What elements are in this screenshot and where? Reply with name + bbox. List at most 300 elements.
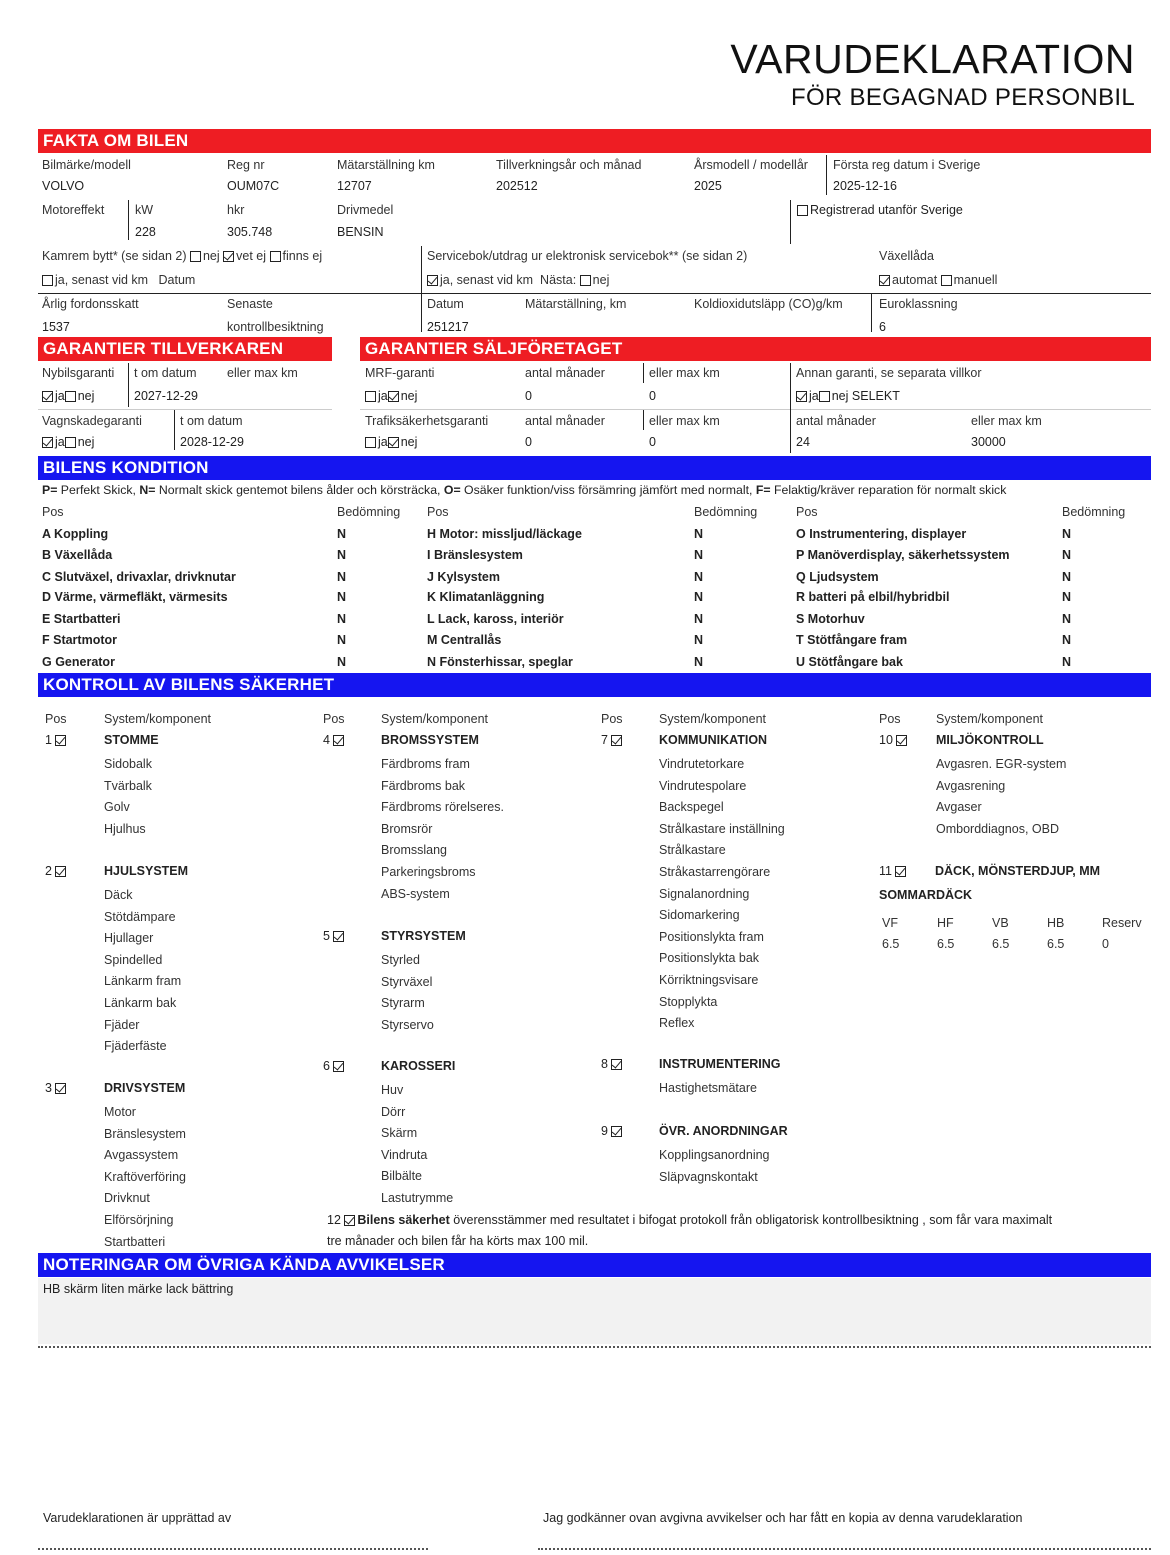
traffic-km: 0 [649,435,656,449]
fuel-value: BENSIN [337,225,384,239]
timing-belt-label: Kamrem bytt* (se sidan 2) [42,249,187,263]
checkbox-9[interactable] [611,1126,622,1137]
condition-item: L Lack, kaross, interiör [427,612,564,626]
no-label: nej [831,389,849,403]
gear-row [879,273,997,288]
checkbox-belt-none[interactable] [270,251,281,262]
safety-item: ABS-system [381,887,450,901]
safety-item: Bränslesystem [104,1127,186,1141]
legend-text: Osäker funktion/viss försämring jämfört med normalt, [460,483,756,497]
reg-abroad-option[interactable] [797,203,963,218]
condition-item: E Startbatteri [42,612,121,626]
safety-group-title: KOMMUNIKATION [659,733,768,747]
service-next-label: Nästa: [540,273,577,287]
signature-line-left[interactable] [38,1548,428,1550]
safety-group-number [879,733,909,748]
safety-item: Elförsörjning [104,1213,174,1227]
tyre-depth-value: 6.5 [992,937,1010,951]
safety-item: Avgassystem [104,1148,179,1162]
new-date-label: t om datum [134,366,197,380]
safety-item: Strålkastare inställning [659,822,785,836]
checkbox-belt-no[interactable] [190,251,201,262]
grade-label: Bedömning [337,505,401,519]
checkbox-service-yes[interactable] [427,275,438,286]
date-label: Datum [427,297,464,311]
condition-item: I Bränslesystem [427,548,523,562]
item-number: 6 [323,1059,330,1073]
safety-item: Släpvagnskontakt [659,1170,758,1184]
gear-label: Växellåda [879,249,934,263]
safety-item: Omborddiagnos, OBD [936,822,1059,836]
condition-grade: N [337,590,347,604]
service-label: Servicebok/utdrag ur elektronisk servicebok** (se sidan 2) [427,249,748,263]
traffic-months-label: antal månader [525,414,605,428]
condition-legend [42,483,1006,498]
safety-statement-bold: Bilens säkerhet [357,1213,450,1227]
safety-group-number [45,1081,68,1096]
condition-item: M Centrallås [427,633,502,647]
other-maxkm-label: eller max km [971,414,1042,428]
divider [643,410,644,430]
legend-text: Perfekt Skick, [57,483,140,497]
other-warranty-options [796,389,900,404]
item-number: 10 [879,733,893,747]
inspection-label-2: kontrollbesiktning [227,320,324,334]
body-warranty-options [42,435,94,450]
belt-date-label: Datum [158,273,196,287]
safety-group-number [323,1059,346,1074]
condition-grade: N [694,590,704,604]
divider [790,363,791,453]
safety-group-number [879,864,908,879]
tax-label: Årlig fordonsskatt [42,297,139,311]
checkbox-11[interactable] [895,866,906,877]
reg-abroad-label: Registrerad utanför Sverige [810,203,963,217]
divider [871,294,872,332]
euro-label: Euroklassning [879,297,958,311]
safety-item: Motor [104,1105,136,1119]
condition-item: P Manöverdisplay, säkerhetssystem [796,548,1010,562]
divider [128,363,129,407]
model-value: 2025 [694,179,722,193]
no-label: nej [77,435,95,449]
condition-item: C Slutväxel, drivaxlar, drivknutar [42,570,236,584]
condition-grade: N [337,612,347,626]
legend-key: N= [139,483,156,497]
condition-grade: N [694,655,704,669]
divider [421,246,422,332]
safety-group-title: STYRSYSTEM [381,929,466,943]
pos-label: Pos [427,505,449,519]
safety-item: Dörr [381,1105,406,1119]
checkbox-10[interactable] [896,735,907,746]
tyre-title: SOMMARDÄCK [879,888,973,902]
belt-unknown-label: vet ej [236,249,267,263]
safety-item: Körriktningsvisare [659,973,759,987]
tyre-depth-value: 0 [1102,937,1109,951]
gear-auto-label: automat [892,273,938,287]
safety-item: Färdbroms rörelseres. [381,800,504,814]
condition-grade: N [1062,590,1072,604]
section-header-garanti-saljforetag: GARANTIER SÄLJFÖRETAGET [360,337,1151,361]
safety-item: Stråkastarrengörare [659,865,771,879]
checkbox[interactable] [797,205,808,216]
notes-divider [38,1346,1151,1348]
safety-group-title: MILJÖKONTROLL [936,733,1044,747]
signature-line-right[interactable] [538,1548,1151,1550]
condition-grade: N [337,655,347,669]
make-label: Bilmärke/modell [42,158,131,172]
condition-grade: N [1062,655,1072,669]
safety-item: Länkarm fram [104,974,182,988]
item-number: 9 [601,1124,608,1138]
safety-item: Positionslykta bak [659,951,760,965]
yes-label: ja [55,389,65,403]
condition-grade: N [694,548,704,562]
checkbox-service-no[interactable] [580,275,591,286]
section-header-kondition: BILENS KONDITION [38,456,1151,480]
checkbox-3[interactable] [55,1083,66,1094]
safety-item: Färdbroms bak [381,779,466,793]
condition-item: K Klimatanläggning [427,590,545,604]
no-label: nej [400,389,418,403]
condition-grade: N [694,570,704,584]
tyre-position-label: HB [1047,916,1065,930]
safety-item: Färdbroms fram [381,757,470,771]
condition-grade: N [337,633,347,647]
condition-item: T Stötfångare fram [796,633,908,647]
checkbox-belt-unknown[interactable] [223,251,234,262]
hkr-value: 305.748 [227,225,273,239]
item-number: 11 [879,864,892,878]
checkbox-gear-auto[interactable] [879,275,890,286]
pos-label: Pos [42,505,64,519]
first-reg-label: Första reg datum i Sverige [833,158,981,172]
condition-item: F Startmotor [42,633,117,647]
safety-item: Vindruta [381,1148,428,1162]
checkbox-no[interactable] [388,391,399,402]
safety-item: Lastutrymme [381,1191,454,1205]
reg-value: OUM07C [227,179,280,193]
condition-item: H Motor: missljud/läckage [427,527,582,541]
mrf-options [365,389,417,404]
condition-item: G Generator [42,655,115,669]
page-subtitle: FÖR BEGAGNAD PERSONBIL [790,84,1135,111]
safety-item: Hjulhus [104,822,146,836]
safety-group-title: BROMSSYSTEM [381,733,479,747]
section-header-sakerhet: KONTROLL AV BILENS SÄKERHET [38,673,1151,697]
mileage-label: Mätarställning, km [525,297,627,311]
power-label: Motoreffekt [42,203,105,217]
checkbox-belt-yes[interactable] [42,275,53,286]
kw-label: kW [135,203,154,217]
checkbox-2[interactable] [55,866,66,877]
safety-item: Länkarm bak [104,996,177,1010]
checkbox-6[interactable] [333,1061,344,1072]
condition-item: Q Ljudsystem [796,570,879,584]
tyre-position-label: HF [937,916,954,930]
tyre-position-label: Reserv [1102,916,1142,930]
legend-key: P= [42,483,58,497]
yes-label: ja [55,435,65,449]
row-divider [38,409,332,410]
mrf-months: 0 [525,389,532,403]
condition-item: J Kylsystem [427,570,500,584]
safety-statement [327,1213,1052,1228]
condition-grade: N [694,527,704,541]
safety-item: Huv [381,1083,404,1097]
system-header: System/komponent [659,712,766,726]
safety-item: Golv [104,800,130,814]
item-number: 2 [45,864,52,878]
safety-group-number [601,1057,624,1072]
traffic-options [365,435,417,450]
service-yes-label: ja, senast vid km [440,273,534,287]
checkbox-4[interactable] [333,735,344,746]
safety-item: Positionslykta fram [659,930,764,944]
checkbox-1[interactable] [55,735,66,746]
no-label: nej [400,435,418,449]
safety-group-number [45,733,68,748]
tax-value: 1537 [42,320,70,334]
safety-group-title: HJULSYSTEM [104,864,189,878]
safety-item: Bilbälte [381,1169,422,1183]
condition-grade: N [1062,570,1072,584]
safety-item: Styrväxel [381,975,433,989]
footer-left-label: Varudeklarationen är upprättad av [43,1511,232,1525]
condition-item: D Värme, värmefläkt, värmesits [42,590,228,604]
checkbox-no[interactable] [388,437,399,448]
grade-label: Bedömning [694,505,758,519]
grade-label: Bedömning [1062,505,1126,519]
safety-item: Vindrutetorkare [659,757,745,771]
checkbox-no[interactable] [65,391,76,402]
gear-manual-label: manuell [953,273,998,287]
pos-header: Pos [323,712,345,726]
service-row [427,273,609,288]
safety-item: Reflex [659,1016,695,1030]
other-months-label: antal månader [796,414,876,428]
timing-belt-row [42,249,322,264]
safety-group-title: INSTRUMENTERING [659,1057,781,1071]
condition-item: A Koppling [42,527,109,541]
safety-group-title: DRIVSYSTEM [104,1081,186,1095]
safety-item: Styrled [381,953,420,967]
new-car-warranty-label: Nybilsgaranti [42,366,115,380]
item-number: 4 [323,733,330,747]
checkbox-7[interactable] [611,735,622,746]
tyre-depth-value: 6.5 [937,937,955,951]
safety-statement-line2: tre månader och bilen får ha körts max 100 mil. [327,1234,589,1248]
divider [826,155,827,195]
legend-key: O= [443,483,461,497]
other-months: 24 [796,435,810,449]
item-number: 7 [601,733,608,747]
first-reg-value: 2025-12-16 [833,179,897,193]
reg-label: Reg nr [227,158,265,172]
condition-item: R batteri på elbil/hybridbil [796,590,950,604]
belt-none-label: finns ej [282,249,323,263]
safety-group-title: KAROSSERI [381,1059,456,1073]
prod-label: Tillverkningsår och månad [496,158,642,172]
section-header-fakta: FAKTA OM BILEN [38,129,1151,153]
km-label: Mätarställning km [337,158,435,172]
mrf-months-label: antal månader [525,366,605,380]
divider [128,200,129,240]
pos-label: Pos [796,505,818,519]
condition-grade: N [337,570,347,584]
checkbox-12[interactable] [344,1215,355,1226]
traffic-months: 0 [525,435,532,449]
safety-item: Vindrutespolare [659,779,747,793]
safety-group-number [323,929,346,944]
checkbox-no[interactable] [819,391,830,402]
hkr-label: hkr [227,203,245,217]
condition-grade: N [1062,633,1072,647]
checkbox-yes[interactable] [365,391,376,402]
safety-group-title: ÖVR. ANORDNINGAR [659,1124,788,1138]
condition-grade: N [1062,548,1072,562]
item-number: 5 [323,929,330,943]
other-km: 30000 [971,435,1006,449]
safety-item: Spindelled [104,953,163,967]
tyre-depth-value: 6.5 [882,937,900,951]
legend-key: F= [755,483,771,497]
divider [643,363,644,383]
footer-right-label: Jag godkänner ovan avgivna avvikelser och har fått en kopia av denna varudeklaration [543,1511,1023,1525]
item-number: 8 [601,1057,608,1071]
row-divider [360,409,1151,410]
section-header-garanti-tillverkare: GARANTIER TILLVERKAREN [38,337,332,361]
inspection-label-1: Senaste [227,297,273,311]
safety-item: Sidomarkering [659,908,740,922]
body-warranty-label: Vagnskadegaranti [42,414,142,428]
safety-item: Stötdämpare [104,910,176,924]
mrf-maxkm-label: eller max km [649,366,720,380]
safety-item: Signalanordning [659,887,750,901]
condition-item: B Växellåda [42,548,113,562]
safety-item: Sidobalk [104,757,152,771]
safety-item: Drivknut [104,1191,150,1205]
km-value: 12707 [337,179,372,193]
tyre-position-label: VF [882,916,898,930]
safety-item: Styrservo [381,1018,434,1032]
checkbox-8[interactable] [611,1059,622,1070]
safety-group-number [323,733,346,748]
safety-item: Parkeringsbroms [381,865,476,879]
safety-statement-text: överensstämmer med resultatet i bifogat protokoll från obligatorisk kontrollbesiktning , som får vara maximalt [449,1213,1053,1227]
condition-grade: N [1062,612,1072,626]
checkbox-yes[interactable] [796,391,807,402]
safety-item: Skärm [381,1126,418,1140]
belt-yes-label: ja, senast vid km [55,273,149,287]
checkbox-yes[interactable] [42,437,53,448]
euro-value: 6 [879,320,886,334]
divider [790,200,791,244]
safety-group-number [601,1124,624,1139]
checkbox-no[interactable] [65,437,76,448]
fuel-label: Drivmedel [337,203,394,217]
system-header: System/komponent [936,712,1043,726]
safety-item: Däck [104,888,133,902]
tyre-position-label: VB [992,916,1009,930]
new-date-value: 2027-12-29 [134,389,198,403]
safety-item: Styrarm [381,996,425,1010]
condition-grade: N [694,612,704,626]
safety-item: Startbatteri [104,1235,166,1249]
model-label: Årsmodell / modellår [694,158,808,172]
condition-grade: N [337,527,347,541]
mrf-km: 0 [649,389,656,403]
safety-item: Avgasren. EGR-system [936,757,1067,771]
condition-item: U Stötfångare bak [796,655,903,669]
section-header-noteringar: NOTERINGAR OM ÖVRIGA KÄNDA AVVIKELSER [38,1253,1151,1277]
pos-header: Pos [879,712,901,726]
yes-label: ja [378,389,388,403]
legend-text: Felaktig/kräver reparation för normalt skick [770,483,1007,497]
safety-item: Avgasrening [936,779,1006,793]
checkbox-gear-manual[interactable] [941,275,952,286]
safety-item: Bromsrör [381,822,433,836]
service-no-label: nej [592,273,610,287]
safety-item: Kraftöverföring [104,1170,186,1184]
row-divider [38,293,1151,294]
safety-group-title: DÄCK, MÖNSTERDJUP, MM [935,864,1101,878]
item-number: 12 [327,1213,341,1227]
notes-text: HB skärm liten märke lack bättring [43,1282,234,1296]
timing-belt-yes-row [42,273,195,288]
safety-item: Strålkastare [659,843,726,857]
traffic-maxkm-label: eller max km [649,414,720,428]
checkbox-yes[interactable] [42,391,53,402]
page-title: VARUDEKLARATION [730,36,1135,82]
item-number: 3 [45,1081,52,1095]
no-label: nej [77,389,95,403]
other-warranty-name: SELEKT [851,389,900,403]
traffic-label: Trafiksäkerhetsgaranti [365,414,489,428]
yes-label: ja [378,435,388,449]
safety-item: Hjullager [104,931,154,945]
condition-item: O Instrumentering, displayer [796,527,967,541]
system-header: System/komponent [104,712,211,726]
body-date-value: 2028-12-29 [180,435,244,449]
safety-item: Bromsslang [381,843,447,857]
pos-header: Pos [601,712,623,726]
safety-group-title: STOMME [104,733,159,747]
safety-item: Avgaser [936,800,982,814]
safety-item: Stopplykta [659,995,718,1009]
legend-text: Normalt skick gentemot bilens ålder och körsträcka, [155,483,444,497]
tyre-depth-value: 6.5 [1047,937,1065,951]
safety-item: Tvärbalk [104,779,152,793]
condition-grade: N [694,633,704,647]
condition-grade: N [1062,527,1072,541]
checkbox-yes[interactable] [365,437,376,448]
safety-item: Backspegel [659,800,724,814]
co2-label: Koldioxidutsläpp (CO)g/km [694,297,843,311]
new-warranty-options [42,389,94,404]
pos-header: Pos [45,712,67,726]
condition-grade: N [337,548,347,562]
condition-item: S Motorhuv [796,612,865,626]
other-warranty-label: Annan garanti, se separata villkor [796,366,982,380]
safety-item: Hastighetsmätare [659,1081,757,1095]
make-value: VOLVO [42,179,85,193]
belt-no-label: nej [202,249,220,263]
date-value: 251217 [427,320,469,334]
new-max-label: eller max km [227,366,298,380]
checkbox-5[interactable] [333,931,344,942]
